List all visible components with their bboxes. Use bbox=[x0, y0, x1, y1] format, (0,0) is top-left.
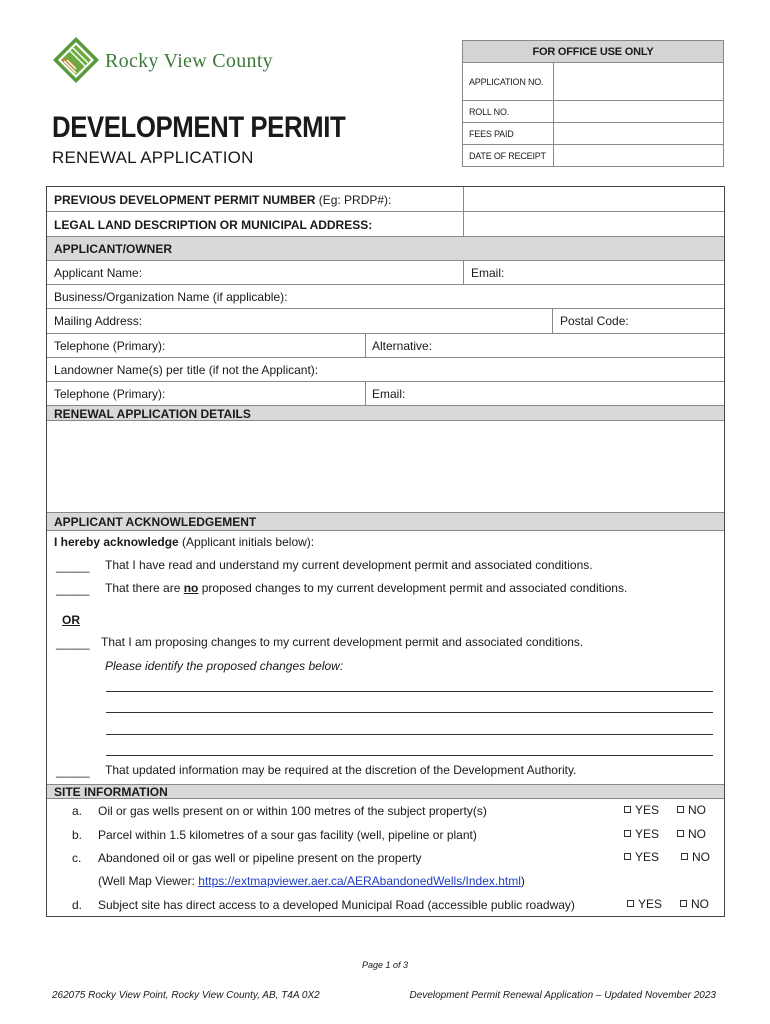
map-viewer-post: ) bbox=[520, 874, 525, 888]
landowner-telephone-row[interactable] bbox=[47, 382, 724, 406]
fees-paid-field[interactable] bbox=[554, 123, 724, 145]
yes-checkbox[interactable]: YES bbox=[624, 803, 659, 817]
section-heading: SITE INFORMATION bbox=[54, 785, 168, 799]
applicant-name-label: Applicant Name: bbox=[54, 266, 143, 280]
initial-blank[interactable]: _____ bbox=[56, 764, 90, 778]
business-name-row[interactable] bbox=[47, 285, 724, 309]
no-checkbox[interactable]: NO bbox=[681, 850, 710, 864]
acknowledgement-header bbox=[47, 513, 724, 531]
proposed-changes-line[interactable] bbox=[106, 755, 713, 756]
org-name: Rocky View County bbox=[105, 50, 273, 72]
initial-blank[interactable]: _____ bbox=[56, 582, 90, 596]
office-field-label: FEES PAID bbox=[463, 123, 554, 145]
ack-item-3: That I am proposing changes to my current development permit and associated conditions. bbox=[101, 635, 584, 649]
site-info-body bbox=[47, 799, 724, 916]
office-field-label: DATE OF RECEIPT bbox=[463, 145, 554, 167]
ack-intro-rest: (Applicant initials below): bbox=[178, 535, 315, 549]
mailing-address-row[interactable] bbox=[47, 309, 724, 334]
site-item-letter: c. bbox=[72, 851, 82, 865]
ack-item-2-post: proposed changes to my current development permit and associated conditions. bbox=[198, 581, 628, 595]
ack-item-4: That updated information may be required at the discretion of the Development Authority. bbox=[105, 763, 577, 777]
site-item-text: Subject site has direct access to a developed Municipal Road (accessible public roadway) bbox=[98, 898, 575, 912]
email-label: Email: bbox=[372, 387, 406, 401]
telephone-primary-label: Telephone (Primary): bbox=[54, 387, 166, 401]
landowner-row[interactable] bbox=[47, 358, 724, 382]
application-no-field[interactable] bbox=[554, 63, 724, 101]
prev-permit-row bbox=[47, 187, 724, 212]
section-heading: APPLICANT/OWNER bbox=[54, 242, 172, 256]
no-checkbox[interactable]: NO bbox=[677, 827, 706, 841]
footer-address: 262075 Rocky View Point, Rocky View County, AB, T4A 0X2 bbox=[52, 990, 320, 1001]
office-field-label: ROLL NO. bbox=[463, 101, 554, 123]
site-item-text: Abandoned oil or gas well or pipeline present on the property bbox=[98, 851, 422, 865]
initial-blank[interactable]: _____ bbox=[56, 559, 90, 573]
date-of-receipt-field[interactable] bbox=[554, 145, 724, 167]
yes-checkbox[interactable]: YES bbox=[627, 897, 662, 911]
ack-item-1: That I have read and understand my current development permit and associated conditions. bbox=[105, 558, 593, 572]
office-field-label: APPLICATION NO. bbox=[463, 63, 554, 101]
section-heading: RENEWAL APPLICATION DETAILS bbox=[54, 407, 251, 421]
site-info-header bbox=[47, 785, 724, 799]
page-title: DEVELOPMENT PERMIT bbox=[52, 111, 346, 144]
proposed-changes-line[interactable] bbox=[106, 712, 713, 713]
section-heading: APPLICANT ACKNOWLEDGEMENT bbox=[54, 515, 257, 529]
acknowledgement-body bbox=[47, 531, 724, 785]
site-item-letter: a. bbox=[72, 804, 83, 818]
postal-code-label: Postal Code: bbox=[560, 314, 629, 328]
applicant-name-row[interactable] bbox=[47, 261, 724, 285]
applicant-owner-header bbox=[47, 237, 724, 261]
prev-permit-label: PREVIOUS DEVELOPMENT PERMIT NUMBER bbox=[54, 193, 316, 207]
ack-item-2-no: no bbox=[183, 581, 199, 595]
county-emblem-icon bbox=[52, 36, 100, 88]
telephone-row[interactable] bbox=[47, 334, 724, 358]
proposed-changes-line[interactable] bbox=[106, 734, 713, 735]
mailing-address-label: Mailing Address: bbox=[54, 314, 143, 328]
landowner-label: Landowner Name(s) per title (if not the Applicant): bbox=[54, 363, 319, 377]
prev-permit-input[interactable] bbox=[464, 187, 724, 211]
yes-checkbox[interactable]: YES bbox=[624, 850, 659, 864]
initial-blank[interactable]: _____ bbox=[56, 636, 90, 650]
renewal-details-textarea[interactable] bbox=[47, 421, 724, 513]
map-viewer-pre: (Well Map Viewer: bbox=[98, 874, 199, 888]
telephone-primary-label: Telephone (Primary): bbox=[54, 339, 166, 353]
no-checkbox[interactable]: NO bbox=[677, 803, 706, 817]
legal-land-row bbox=[47, 212, 724, 237]
site-item-letter: b. bbox=[72, 828, 83, 842]
office-use-table bbox=[462, 40, 724, 167]
well-map-viewer-link[interactable]: https://extmapviewer.aer.ca/AERAbandonedWells/Index.html bbox=[198, 874, 521, 888]
footer-doc-info: Development Permit Renewal Application – Updated November 2023 bbox=[409, 990, 716, 1001]
page-number: Page 1 of 3 bbox=[361, 960, 409, 970]
roll-no-field[interactable] bbox=[554, 101, 724, 123]
application-form bbox=[46, 186, 725, 917]
office-use-heading: FOR OFFICE USE ONLY bbox=[463, 41, 724, 63]
yes-checkbox[interactable]: YES bbox=[624, 827, 659, 841]
ack-item-3-note: Please identify the proposed changes below: bbox=[105, 659, 344, 673]
no-checkbox[interactable]: NO bbox=[680, 897, 709, 911]
ack-intro-bold: I hereby acknowledge bbox=[54, 535, 179, 549]
email-label: Email: bbox=[471, 266, 505, 280]
renewal-details-header bbox=[47, 406, 724, 421]
business-name-label: Business/Organization Name (if applicable): bbox=[54, 290, 288, 304]
legal-land-label: LEGAL LAND DESCRIPTION OR MUNICIPAL ADDRESS: bbox=[54, 218, 373, 232]
site-item-letter: d. bbox=[72, 898, 83, 912]
county-logo bbox=[52, 36, 312, 92]
site-item-text: Parcel within 1.5 kilometres of a sour gas facility (well, pipeline or plant) bbox=[98, 828, 477, 842]
ack-item-2-pre: That there are bbox=[105, 581, 184, 595]
proposed-changes-line[interactable] bbox=[106, 691, 713, 692]
site-item-text: Oil or gas wells present on or within 100 metres of the subject property(s) bbox=[98, 804, 487, 818]
prev-permit-note: (Eg: PRDP#): bbox=[315, 193, 392, 207]
legal-land-input[interactable] bbox=[464, 212, 724, 236]
page-subtitle: RENEWAL APPLICATION bbox=[52, 148, 254, 167]
alternative-label: Alternative: bbox=[372, 339, 433, 353]
or-label: OR bbox=[62, 613, 80, 627]
